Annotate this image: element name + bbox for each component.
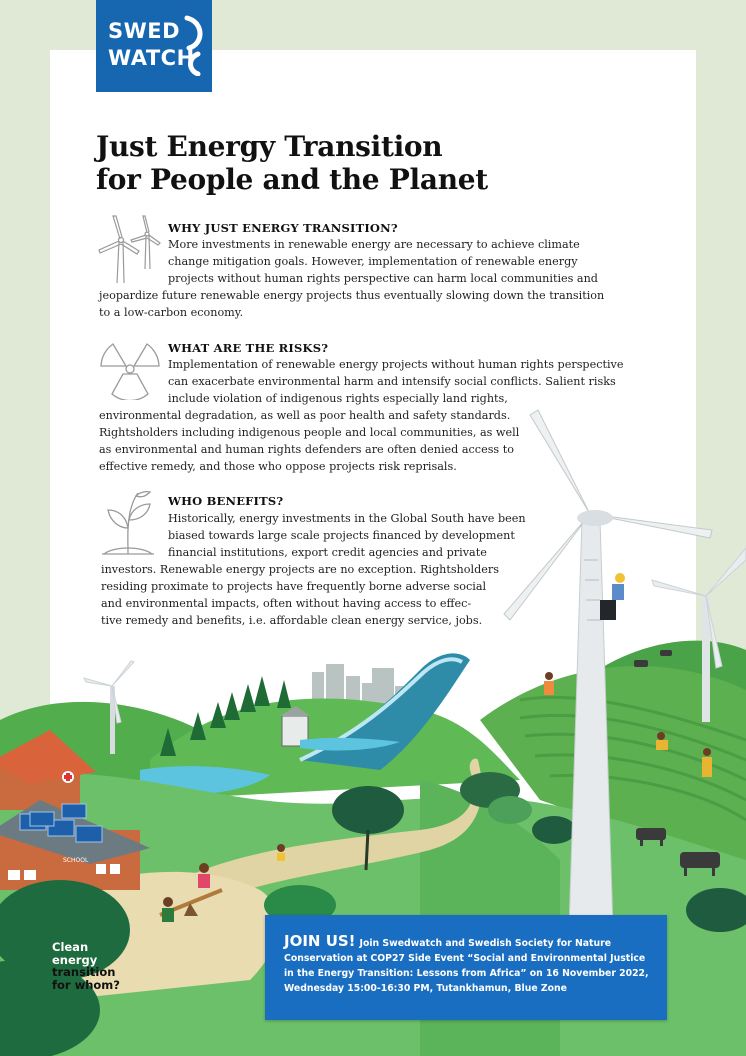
body-line: Historically, energy investments in the Global South have been [168, 512, 526, 525]
tagline-line-1: Clean [52, 940, 89, 954]
join-line-2: Conservation at COP27 Side Event “Social and Environmental Justice [284, 953, 646, 964]
body-line: tive remedy and benefits, i.e. affordable clean energy service, jobs. [101, 614, 483, 627]
body-line: and environmental impacts, often without having access to effec- [101, 597, 472, 610]
body-line: environmental degradation, as well as poor health and safety standards. [99, 409, 511, 422]
join-title: JOIN US! [284, 932, 356, 950]
body-line: to a low-carbon economy. [99, 306, 244, 319]
swedwatch-logo[interactable] [96, 0, 212, 92]
body-line: can exacerbate environmental harm and intensify social conflicts. Salient risks [168, 375, 616, 388]
title-line-2: for People and the Planet [96, 163, 488, 196]
section-heading-risks: WHAT ARE THE RISKS? [168, 341, 329, 355]
body-line: projects without human rights perspective can harm local communities and [168, 272, 598, 285]
tagline [52, 941, 120, 991]
join-line-1: Join Swedwatch and Swedish Society for Nature [359, 938, 612, 949]
body-line: effective remedy, and those who oppose projects risk reprisals. [99, 460, 457, 473]
join-line-4: Wednesday 15:00-16:30 PM, Tutankhamun, Blue Zone [284, 983, 567, 994]
body-line: change mitigation goals. However, implementation of renewable energy [168, 255, 578, 268]
section-heading-why: WHY JUST ENERGY TRANSITION? [168, 221, 398, 235]
logo-line-1: SWED [108, 19, 181, 43]
title-line-1: Just Energy Transition [96, 130, 443, 163]
body-line: Implementation of renewable energy projects without human rights perspective [168, 358, 624, 371]
body-line: jeopardize future renewable energy projects thus eventually slowing down the transition [99, 289, 605, 302]
join-line-3: in the Energy Transition: Lessons from Africa” on 16 November 2022, [284, 968, 649, 979]
page-title [96, 130, 616, 196]
body-line: biased towards large scale projects financed by development [168, 529, 515, 542]
body-line: More investments in renewable energy are necessary to achieve climate [168, 238, 580, 251]
body-line: Rightsholders including indigenous people and local communities, as well [99, 426, 520, 439]
tagline-line-4: for whom? [52, 977, 120, 992]
join-event-text [284, 934, 654, 996]
section-heading-benefits: WHO BENEFITS? [168, 494, 284, 508]
join-event-box[interactable] [265, 915, 667, 1020]
tagline-line-3: transition [52, 965, 116, 979]
body-line: as environmental and human rights defenders are often denied access to [99, 443, 514, 456]
logo-arc-icon [184, 14, 206, 76]
body-line: residing proximate to projects have frequently borne adverse social [101, 580, 487, 593]
body-line: investors. Renewable energy projects are no exception. Rightsholders [101, 563, 499, 576]
tagline-line-2: energy [52, 952, 98, 967]
body-line: financial institutions, export credit agencies and private [168, 546, 487, 559]
logo-line-2: WATCH [108, 46, 195, 70]
body-line: include violation of indigenous rights especially land rights, [168, 392, 508, 405]
section-body-why [99, 236, 609, 321]
school-sign: SCHOOL [63, 857, 89, 864]
